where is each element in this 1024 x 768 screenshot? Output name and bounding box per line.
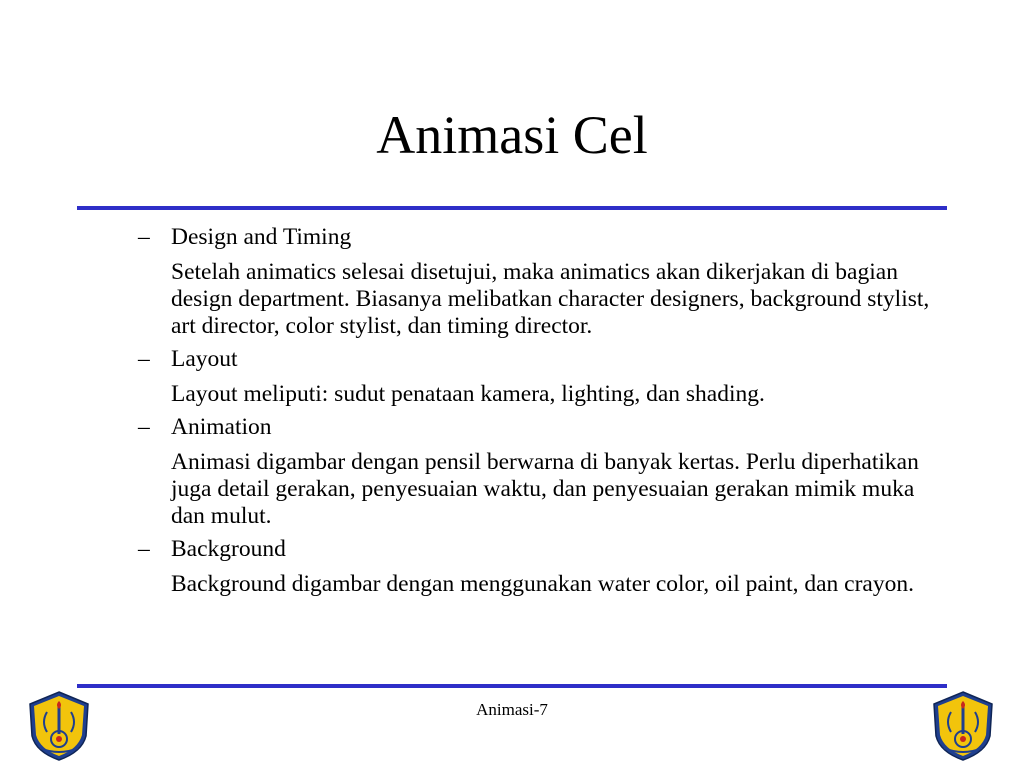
item-description: Setelah animatics selesai disetujui, maka animatics akan dikerjakan di bagian design department. Biasanya melibatkan character designers, background stylist, art director, color stylist, dan timing director. <box>171 259 930 339</box>
slide-content <box>138 224 948 604</box>
dash-bullet: – <box>138 414 150 440</box>
footer-label: Animasi-7 <box>476 700 548 719</box>
top-divider <box>77 206 947 210</box>
university-crest-icon <box>930 690 996 762</box>
item-description: Layout meliputi: sudut penataan kamera, lighting, dan shading. <box>171 381 765 407</box>
item-heading: Animation <box>171 414 272 440</box>
item-heading: Design and Timing <box>171 224 352 250</box>
dash-bullet: – <box>138 346 150 372</box>
list-item <box>138 224 948 340</box>
dash-bullet: – <box>138 536 150 562</box>
list-item <box>138 414 948 530</box>
list-item <box>138 346 948 408</box>
list-item <box>138 536 948 598</box>
item-heading: Background <box>171 536 286 562</box>
bottom-divider <box>77 684 947 688</box>
item-description: Background digambar dengan menggunakan water color, oil paint, dan crayon. <box>171 571 914 597</box>
slide-title: Animasi Cel <box>376 105 648 165</box>
item-description: Animasi digambar dengan pensil berwarna di banyak kertas. Perlu diperhatikan juga detail gerakan, penyesuaian waktu, dan penyesuaian gerakan mimik muka dan mulut. <box>171 449 919 529</box>
dash-bullet: – <box>138 224 150 250</box>
university-crest-icon <box>26 690 92 762</box>
item-heading: Layout <box>171 346 238 372</box>
